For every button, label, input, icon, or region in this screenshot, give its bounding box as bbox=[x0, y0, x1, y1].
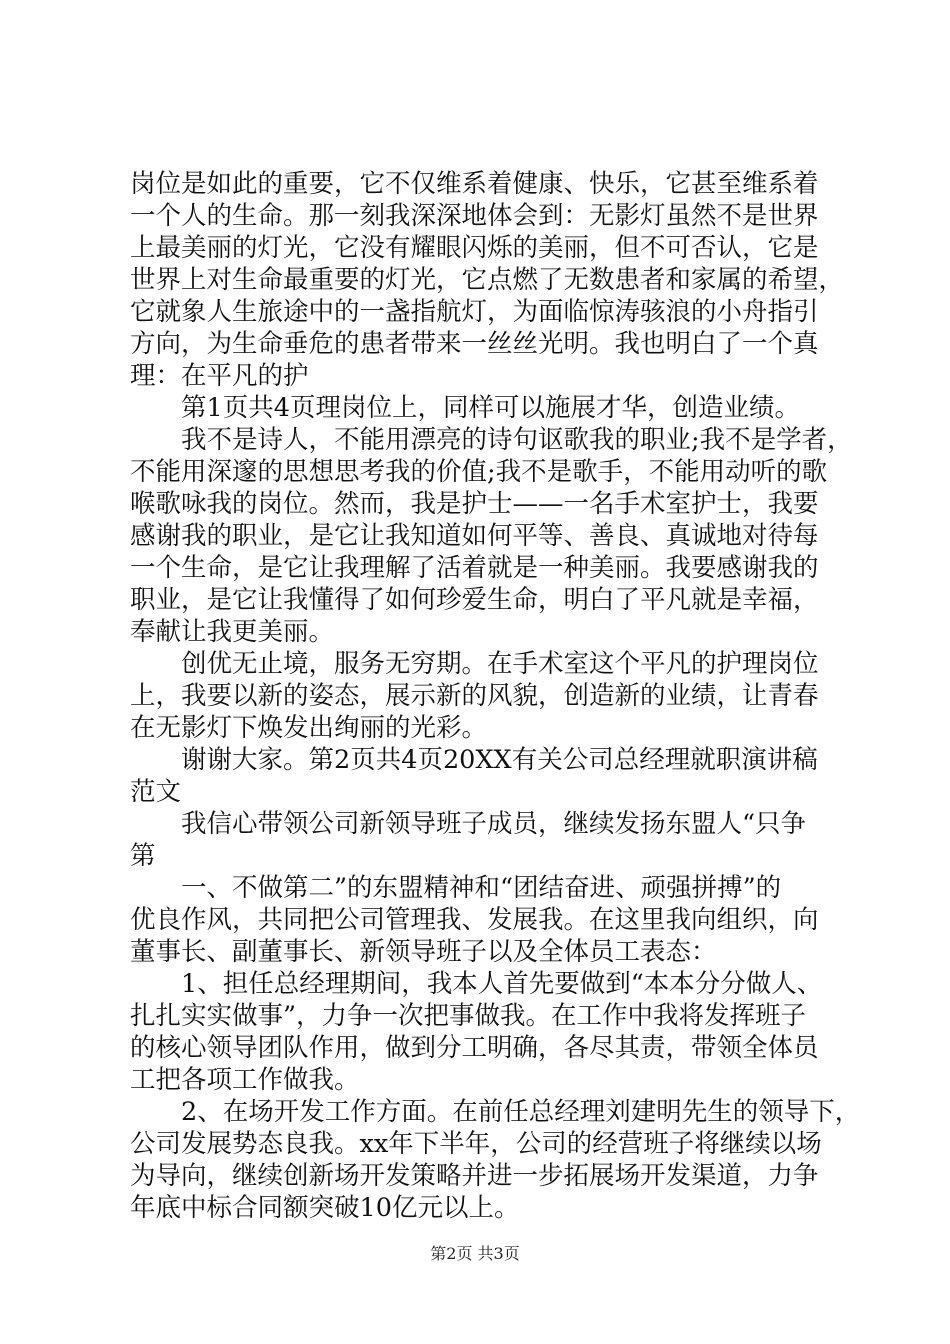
document-body bbox=[130, 168, 861, 1224]
text-line: 我不是诗人，不能用漂亮的诗句讴歌我的职业;我不是学者， bbox=[130, 425, 853, 455]
text-line: 的核心领导团队作用，做到分工明确，各尽其责，带领全体员 bbox=[130, 1033, 819, 1063]
text-line: 感谢我的职业，是它让我知道如何平等、善良、真诚地对待每 bbox=[130, 521, 819, 551]
text-line: 岗位是如此的重要，它不仅维系着健康、快乐，它甚至维系着 bbox=[130, 169, 819, 199]
text-line: 我信心带领公司新领导班子成员，继续发扬东盟人“只争 bbox=[130, 809, 807, 839]
text-line: 1、担任总经理期间，我本人首先要做到“本本分分做人、 bbox=[130, 969, 823, 999]
text-line: 方向，为生命垂危的患者带来一丝丝光明。我也明白了一个真 bbox=[130, 329, 819, 359]
text-line: 第1页共4页理岗位上，同样可以施展才华，创造业绩。 bbox=[130, 393, 800, 423]
text-line: 创优无止境，服务无穷期。在手术室这个平凡的护理岗位 bbox=[130, 649, 819, 679]
text-line: 范文 bbox=[130, 777, 182, 807]
text-line: 公司发展势态良我。xx年下半年，公司的经营班子将继续以场 bbox=[130, 1129, 822, 1159]
text-line: 它就象人生旅途中的一盏指航灯，为面临惊涛骇浪的小舟指引 bbox=[130, 297, 819, 327]
page-footer: 第2页 共3页 bbox=[430, 1244, 520, 1263]
text-line: 不能用深邃的思想思考我的价值;我不是歌手，不能用动听的歌 bbox=[130, 457, 828, 487]
text-line: 在无影灯下焕发出绚丽的光彩。 bbox=[130, 713, 488, 743]
text-line: 理：在平凡的护 bbox=[130, 361, 309, 391]
text-line: 一个人的生命。那一刻我深深地体会到：无影灯虽然不是世界 bbox=[130, 201, 819, 231]
text-line: 优良作风，共同把公司管理我、发展我。在这里我向组织，向 bbox=[130, 905, 819, 935]
text-line: 上最美丽的灯光，它没有耀眼闪烁的美丽，但不可否认，它是 bbox=[130, 233, 819, 263]
text-line: 奉献让我更美丽。 bbox=[130, 617, 335, 647]
text-line: 年底中标合同额突破10亿元以上。 bbox=[130, 1193, 520, 1223]
text-line: 上，我要以新的姿态，展示新的风貌，创造新的业绩，让青春 bbox=[130, 681, 819, 711]
text-line: 世界上对生命最重要的灯光，它点燃了无数患者和家属的希望， bbox=[130, 265, 845, 295]
text-line: 董事长、副董事长、新领导班子以及全体员工表态： bbox=[130, 937, 717, 967]
text-line: 喉歌咏我的岗位。然而，我是护士——一名手术室护士，我要 bbox=[130, 489, 819, 519]
text-line: 第 bbox=[130, 841, 156, 871]
text-line: 工把各项工作做我。 bbox=[130, 1065, 360, 1095]
text-line: 扎扎实实做事”，力争一次把事做我。在工作中我将发挥班子 bbox=[130, 1001, 807, 1031]
text-line: 职业，是它让我懂得了如何珍爱生命，明白了平凡就是幸福， bbox=[130, 585, 819, 615]
text-line: 为导向，继续创新场开发策略并进一步拓展场开发渠道，力争 bbox=[130, 1161, 819, 1191]
text-line: 一、不做第二”的东盟精神和“团结奋进、顽强拼搏”的 bbox=[130, 873, 782, 903]
text-line: 谢谢大家。第2页共4页20XX有关公司总经理就职演讲稿 bbox=[130, 745, 818, 775]
text-line: 2、在场开发工作方面。在前任总经理刘建明先生的领导下， bbox=[130, 1097, 861, 1127]
text-line: 一个生命，是它让我理解了活着就是一种美丽。我要感谢我的 bbox=[130, 553, 819, 583]
